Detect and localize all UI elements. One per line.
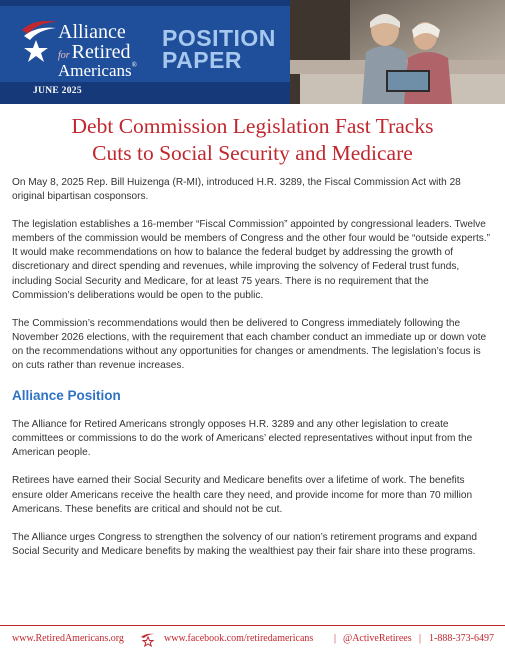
- paragraph-commission-details: The legislation establishes a 16-member “Fiscal Commission” appointed by congressional leaders. Twelve members of the commission would be members of Congress and the other four would be “outside experts.” It would make recommendations on how to balance the federal budget by addressing the growth of discretionary and direct spending and revenues, while improving the solvency of Federal trust funds, including Social Security and Medicare, for at least 75 years. There is no requirement that the Commission’s deliberations would be open to the public.: [12, 219, 490, 301]
- couple-photo-illustration: [290, 0, 505, 104]
- footer-contact-bar: [0, 633, 505, 647]
- logo-americans: Americans: [58, 61, 132, 80]
- footer-website-link[interactable]: www.RetiredAmericans.org: [12, 633, 124, 644]
- paragraph-introduction: On May 8, 2025 Rep. Bill Huizenga (R-MI), introduced H.R. 3289, the Fiscal Commission Act with 28 original bipartisan cosponsors.: [12, 177, 461, 203]
- header-banner: [0, 0, 505, 104]
- logo-line-alliance: Alliance: [58, 21, 126, 43]
- couple-photo: [290, 0, 505, 104]
- star-swoosh-icon: [20, 16, 60, 66]
- footer-divider: [0, 625, 505, 626]
- paragraph-call-to-action: The Alliance urges Congress to strengthen the solvency of our nation’s retirement programs and expand Social Security and Medicare benefits by making the wealthiest pay their fair share into these programs.: [12, 531, 477, 557]
- footer-separator-2: |: [419, 633, 422, 644]
- title-line-2: Cuts to Social Security and Medicare: [92, 141, 413, 165]
- badge-line-position: POSITION: [162, 25, 276, 51]
- footer-separator-1: |: [334, 633, 337, 644]
- logo-line-americans: [58, 62, 137, 79]
- position-paper-badge: [162, 27, 276, 71]
- logo-registered-mark: ®: [131, 61, 137, 69]
- badge-line-paper: PAPER: [162, 47, 243, 73]
- footer-twitter-handle[interactable]: @ActiveRetirees: [343, 633, 412, 644]
- logo-wordmark: [58, 22, 137, 79]
- logo-for: for: [58, 50, 70, 61]
- paragraph-recommendations: The Commission’s recommendations would then be delivered to Congress immediately following the November 2026 elections, with the requirement that each chamber conduct an immediate up or down vote on the recommendations without any opportunities for changes or amendments. The legislation’s focus is on cuts rather than revenue increases.: [12, 317, 487, 372]
- paragraph-opposition: The Alliance for Retired Americans strongly opposes H.R. 3289 and any other legislation to create committees or commissions to do the work of Americans’ elected representatives without input from the American people.: [12, 419, 473, 459]
- issue-date: JUNE 2025: [33, 86, 82, 96]
- logo-retired: Retired: [71, 41, 131, 63]
- section-heading-alliance-position: Alliance Position: [12, 388, 121, 404]
- title-line-1: Debt Commission Legislation Fast Tracks: [71, 114, 434, 138]
- page-title: [0, 113, 505, 167]
- footer-facebook-link[interactable]: www.facebook.com/retiredamericans: [164, 633, 314, 644]
- header-top-stripe: [0, 0, 290, 6]
- footer-star-icon: [140, 632, 156, 647]
- document-body: [12, 176, 492, 573]
- alliance-logo: [20, 12, 160, 78]
- footer-phone[interactable]: 1-888-373-6497: [429, 633, 494, 644]
- paragraph-earned-benefits: Retirees have earned their Social Security and Medicare benefits over a lifetime of work. The benefits ensure older Americans receive the health care they need, and provide income for more than 70 million Americans. These benefits are critical and should not be cut.: [12, 475, 473, 515]
- logo-line-retired: [58, 42, 137, 62]
